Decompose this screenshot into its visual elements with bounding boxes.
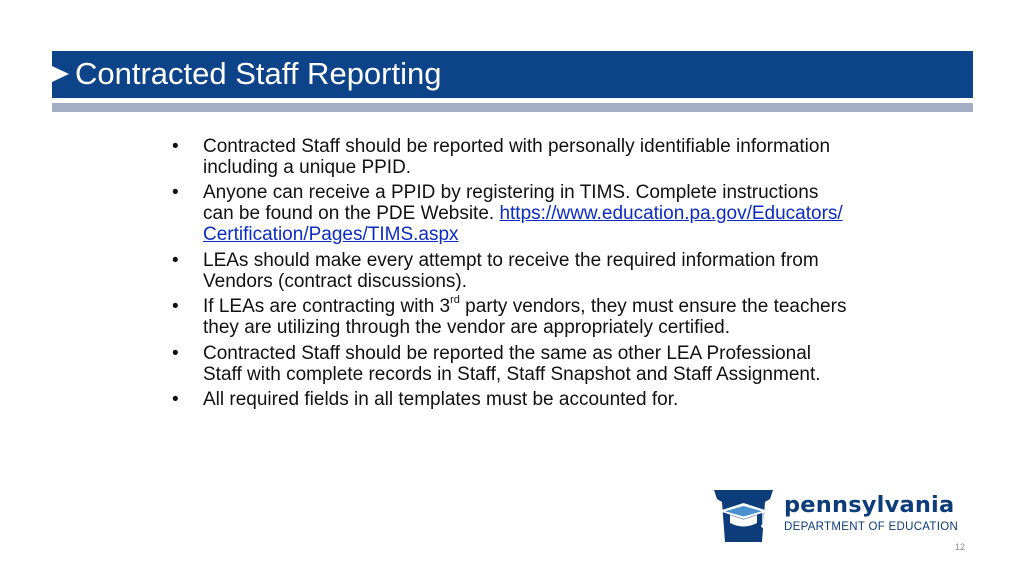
- bullet-text-end: party vendors, they must ensure the teachers they are utilizing through the vendor are appropriately certified.: [203, 296, 847, 339]
- bullet-item: [172, 250, 852, 292]
- keystone-graduation-cap-icon: [712, 490, 775, 542]
- logo-subtitle: DEPARTMENT OF EDUCATION: [784, 521, 959, 533]
- bullet-item: [172, 343, 852, 385]
- bullet-text: All required fields in all templates must be accounted for.: [203, 388, 679, 410]
- page-number: 12: [954, 542, 965, 552]
- title-arrow-icon: [52, 66, 69, 82]
- bullet-item: [172, 136, 852, 178]
- bullet-text: Contracted Staff should be reported with personally identifiable information including a unique PPID.: [203, 136, 831, 178]
- title-bar: [52, 51, 973, 98]
- bullet-item: [172, 293, 852, 339]
- bullet-text: Contracted Staff should be reported the same as other LEA Professional Staff with complete records in Staff, Staff Snapshot and Staff Assignment.: [203, 342, 821, 385]
- ordinal-superscript: rd: [450, 293, 460, 306]
- bullet-text: Anyone can receive a PPID by registering in TIMS. Complete instructions can be found on the PDE Website.: [203, 182, 819, 225]
- pde-logo: [712, 490, 974, 542]
- title-divider: [52, 103, 973, 112]
- bullet-text-start: If LEAs are contracting with 3: [203, 296, 451, 318]
- slide-title: Contracted Staff Reporting: [75, 56, 442, 91]
- bullet-list: [172, 136, 852, 414]
- bullet-text: LEAs should make every attempt to receive the required information from Vendors (contract discussions).: [203, 249, 819, 292]
- tims-link[interactable]: https://www.education.pa.gov/Educators/Certification/Pages/TIMS.aspx: [203, 203, 843, 246]
- bullet-item: [172, 389, 852, 410]
- bullet-item: [172, 182, 852, 245]
- logo-wordmark: pennsylvania: [784, 492, 955, 518]
